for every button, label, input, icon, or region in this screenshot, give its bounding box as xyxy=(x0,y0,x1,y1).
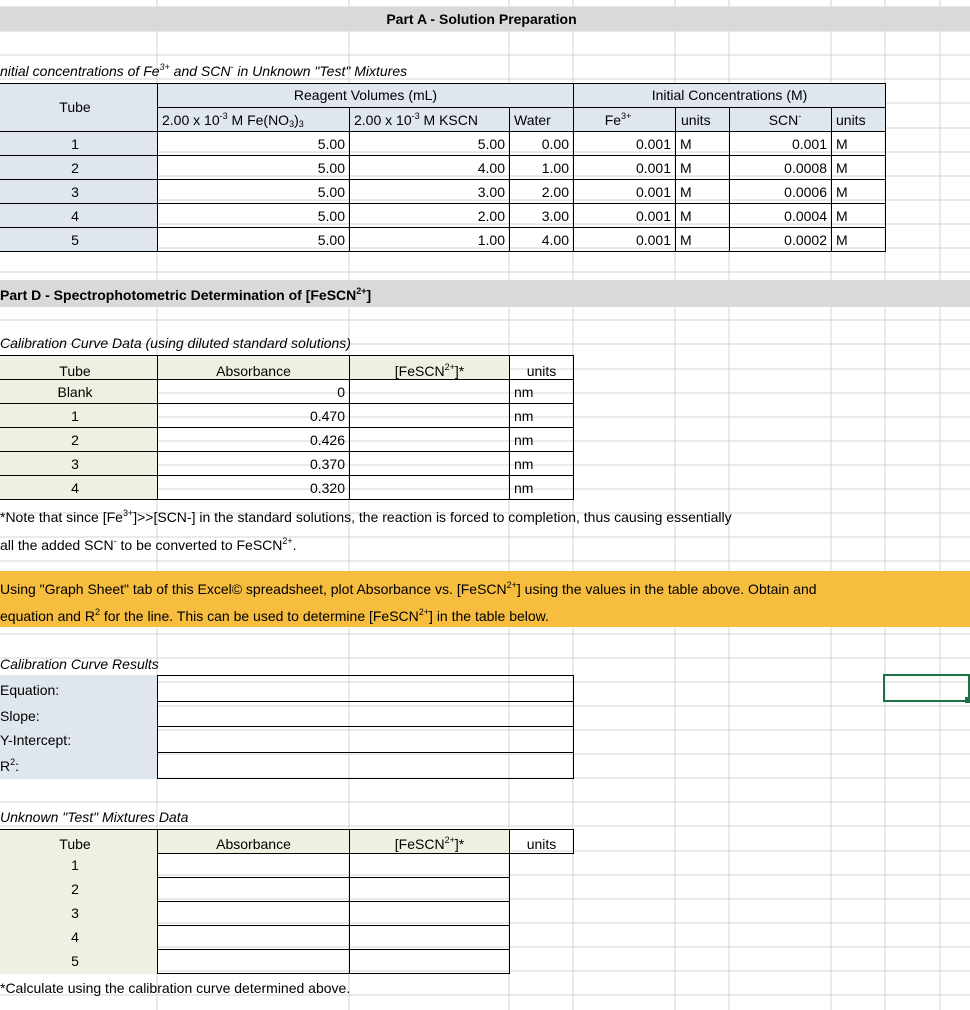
kscn-col-header: 2.00 x $10^{-3}$ M KSCN xyxy=(354,111,478,128)
fe-volume-cell[interactable]: 5.00 xyxy=(157,203,350,228)
tube-cell[interactable]: 5 xyxy=(0,227,158,252)
scn-conc-cell[interactable]: 0.001 xyxy=(729,131,832,156)
cal-units-cell[interactable]: nm xyxy=(509,475,574,500)
cal-conc-cell[interactable] xyxy=(349,379,510,404)
unknown-conc-cell[interactable] xyxy=(349,853,510,878)
cal-absorbance-cell[interactable]: 0 xyxy=(157,379,350,404)
cal-conc-cell[interactable] xyxy=(349,475,510,500)
instruction-line-1: Using "Graph Sheet" tab of this Excel© spreadsheet, plot Absorbance vs. [FeSCN$^{2+}$] using the values in the table above. Obtain and xyxy=(0,580,817,597)
cal-tube-cell[interactable]: 2 xyxy=(0,427,158,452)
cal-absorbance-cell[interactable]: 0.426 xyxy=(157,427,350,452)
note-line-2: all the added SCN- to be converted to FeSCN$^{2+}$. xyxy=(0,536,297,553)
cal-conc-header: [FeSCN$^{2+}$]* xyxy=(394,362,465,379)
fe3-units-cell[interactable]: M xyxy=(675,155,730,180)
fe3-units-cell[interactable]: M xyxy=(675,203,730,228)
water-volume-cell[interactable]: 1.00 xyxy=(509,155,574,180)
fe-volume-cell[interactable]: 5.00 xyxy=(157,131,350,156)
unknown-absorbance-cell[interactable] xyxy=(157,853,350,878)
scn-units-cell[interactable]: M xyxy=(831,227,886,252)
water-volume-cell[interactable]: 0.00 xyxy=(509,131,574,156)
note-line-1: *Note that since $[Fe^{3+}]>>[SCN-]$ in the standard solutions, the reaction is forced to completion, thus causing essentially xyxy=(0,508,732,525)
water-volume-cell[interactable]: 2.00 xyxy=(509,179,574,204)
fe3-conc-cell[interactable]: 0.001 xyxy=(573,179,676,204)
fill-handle[interactable] xyxy=(965,697,970,703)
cal-tube-header: Tube xyxy=(59,363,91,379)
fe-volume-cell[interactable]: 5.00 xyxy=(157,227,350,252)
fe-col-header: 2.00 x $10^{-3}$ M $Fe(NO_3)_3$ xyxy=(162,111,304,129)
cal-conc-cell[interactable] xyxy=(349,403,510,428)
fe3-conc-cell[interactable]: 0.001 xyxy=(573,203,676,228)
unknown-absorbance-cell[interactable] xyxy=(157,925,350,950)
scn-conc-cell[interactable]: 0.0002 xyxy=(729,227,832,252)
unknown-tube-cell[interactable]: 3 xyxy=(0,901,158,926)
fe-volume-cell[interactable]: 5.00 xyxy=(157,179,350,204)
kscn-volume-cell[interactable]: 1.00 xyxy=(349,227,510,252)
part-a-title: Part A - Solution Preparation xyxy=(386,11,577,27)
units2-col-header: units xyxy=(836,112,866,128)
unknown-tube-cell[interactable]: 1 xyxy=(0,853,158,878)
fe3-conc-cell[interactable]: 0.001 xyxy=(573,227,676,252)
water-volume-cell[interactable]: 4.00 xyxy=(509,227,574,252)
unknown-abs-header: Absorbance xyxy=(216,836,291,852)
fe3-col-header: $Fe^{3+}$ xyxy=(604,111,632,128)
scn-conc-cell[interactable]: 0.0004 xyxy=(729,203,832,228)
unknown-tube-cell[interactable]: 2 xyxy=(0,877,158,902)
unknown-conc-cell[interactable] xyxy=(349,901,510,926)
kscn-volume-cell[interactable]: 4.00 xyxy=(349,155,510,180)
scn-units-cell[interactable]: M xyxy=(831,131,886,156)
kscn-volume-cell[interactable]: 2.00 xyxy=(349,203,510,228)
cal-units-cell[interactable]: nm xyxy=(509,427,574,452)
kscn-volume-cell[interactable]: 5.00 xyxy=(349,131,510,156)
footnote: *Calculate using the calibration curve determined above. xyxy=(0,980,351,996)
reagent-header: Reagent Volumes (mL) xyxy=(293,87,438,103)
unknown-conc-cell[interactable] xyxy=(349,949,510,974)
selected-cell[interactable] xyxy=(883,674,970,702)
fe-volume-cell[interactable]: 5.00 xyxy=(157,155,350,180)
fe3-units-cell[interactable]: M xyxy=(675,179,730,204)
scn-conc-cell[interactable]: 0.0008 xyxy=(729,155,832,180)
y-intercept-input[interactable] xyxy=(157,726,574,753)
cal-tube-cell[interactable]: 1 xyxy=(0,403,158,428)
unknown-conc-header: [FeSCN$^{2+}$]* xyxy=(394,835,465,852)
unknown-conc-cell[interactable] xyxy=(349,877,510,902)
unknown-units-header: units xyxy=(526,836,557,852)
fe3-units-cell[interactable]: M xyxy=(675,227,730,252)
tube-cell[interactable]: 1 xyxy=(0,131,158,156)
r2-input[interactable] xyxy=(157,752,574,779)
calibration-title: Calibration Curve Data (using diluted standard solutions) xyxy=(0,335,351,351)
scn-units-cell[interactable]: M xyxy=(831,203,886,228)
y-intercept-label: Y-Intercept: xyxy=(0,732,72,748)
cal-tube-cell[interactable]: 3 xyxy=(0,451,158,476)
unknown-absorbance-cell[interactable] xyxy=(157,949,350,974)
r2-label: $R^2$: xyxy=(0,757,20,774)
scn-conc-cell[interactable]: 0.0006 xyxy=(729,179,832,204)
units1-col-header: units xyxy=(681,112,711,128)
cal-units-cell[interactable]: nm xyxy=(509,403,574,428)
unknown-conc-cell[interactable] xyxy=(349,925,510,950)
equation-input[interactable] xyxy=(157,675,574,702)
scn-units-cell[interactable]: M xyxy=(831,155,886,180)
cal-tube-cell[interactable]: 4 xyxy=(0,475,158,500)
slope-label: Slope: xyxy=(0,708,40,724)
instruction-line-2: equation and $R^2$ for the line. This can be used to determine [FeSCN$^{2+}$] in the table below. xyxy=(0,607,549,624)
tube-cell[interactable]: 4 xyxy=(0,203,158,228)
unknown-absorbance-cell[interactable] xyxy=(157,877,350,902)
fe3-units-cell[interactable]: M xyxy=(675,131,730,156)
cal-units-cell[interactable]: nm xyxy=(509,451,574,476)
cal-units-header: units xyxy=(526,363,557,379)
cal-tube-cell[interactable]: Blank xyxy=(0,379,158,404)
cal-absorbance-cell[interactable]: 0.370 xyxy=(157,451,350,476)
unknown-tube-cell[interactable]: 4 xyxy=(0,925,158,950)
cal-abs-header: Absorbance xyxy=(216,363,291,379)
part-d-title: Part D - Spectrophotometric Determination of [FeSCN$^{2+}$] xyxy=(0,286,372,303)
tube-cell[interactable]: 2 xyxy=(0,155,158,180)
unknown-tube-cell[interactable]: 5 xyxy=(0,949,158,974)
unknown-absorbance-cell[interactable] xyxy=(157,901,350,926)
initial-header: Initial Concentrations (M) xyxy=(651,87,808,103)
results-title: Calibration Curve Results xyxy=(0,656,159,672)
cal-conc-cell[interactable] xyxy=(349,427,510,452)
fe3-conc-cell[interactable]: 0.001 xyxy=(573,155,676,180)
unknown-tube-header: Tube xyxy=(59,836,91,852)
unknown-title: Unknown "Test" Mixtures Data xyxy=(0,809,189,825)
equation-label: Equation: xyxy=(0,682,60,698)
cal-conc-cell[interactable] xyxy=(349,451,510,476)
slope-input[interactable] xyxy=(157,701,574,727)
part-a-subtitle: nitial concentrations of $Fe^{3+}$ and SCN- in Unknown "Test" Mixtures xyxy=(0,62,408,79)
scn-col-header: SCN- xyxy=(768,111,802,128)
water-volume-cell[interactable]: 3.00 xyxy=(509,203,574,228)
cal-units-cell[interactable]: nm xyxy=(509,379,574,404)
tube-cell[interactable]: 3 xyxy=(0,179,158,204)
fe3-conc-cell[interactable]: 0.001 xyxy=(573,131,676,156)
cal-absorbance-cell[interactable]: 0.320 xyxy=(157,475,350,500)
water-col-header: Water xyxy=(514,112,551,128)
tube-header: Tube xyxy=(59,99,91,115)
cal-absorbance-cell[interactable]: 0.470 xyxy=(157,403,350,428)
scn-units-cell[interactable]: M xyxy=(831,179,886,204)
kscn-volume-cell[interactable]: 3.00 xyxy=(349,179,510,204)
